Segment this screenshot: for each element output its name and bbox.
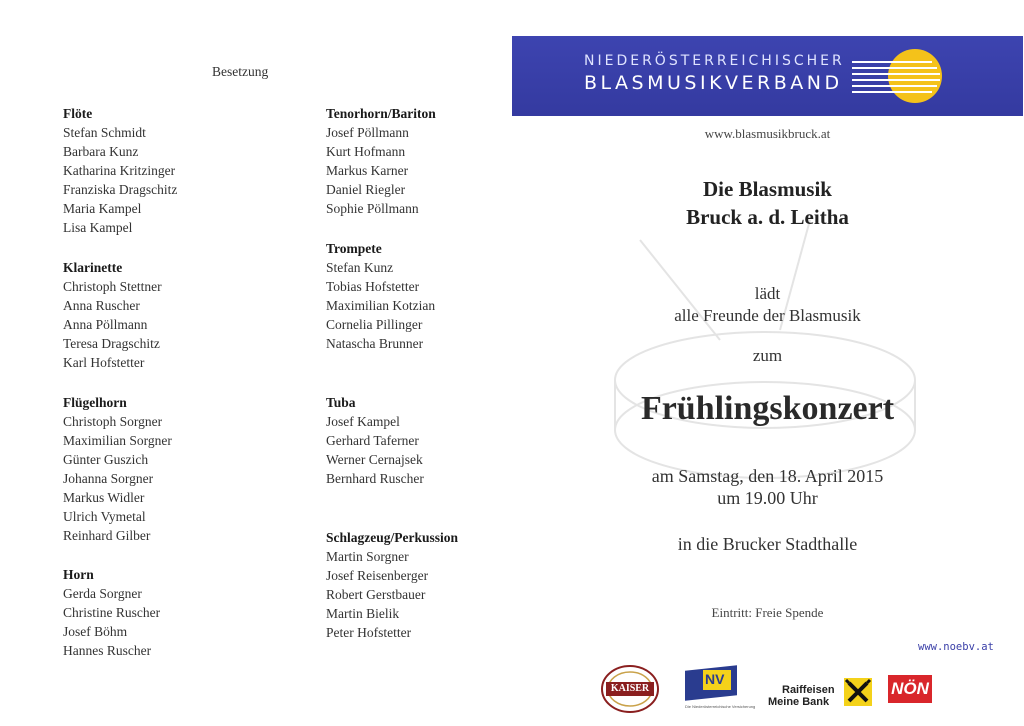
event-venue: in die Brucker Stadthalle bbox=[677, 534, 858, 554]
member-name: Josef Pöllmann bbox=[326, 125, 409, 140]
member-name: Cornelia Pillinger bbox=[326, 317, 423, 333]
member-name: Josef Reisenberger bbox=[326, 568, 429, 584]
member-name: Maximilian Sorgner bbox=[63, 432, 172, 448]
member-name: Ulrich Vymetal bbox=[63, 508, 146, 524]
banner-line1: NIEDERÖSTERREICHISCHER bbox=[584, 53, 845, 69]
section-heading: Trompete bbox=[326, 241, 382, 257]
blasmusikverband-banner bbox=[512, 36, 1023, 116]
member-name: Franziska Dragschitz bbox=[63, 182, 178, 197]
besetzung-title: Besetzung bbox=[212, 64, 269, 79]
section-heading: Klarinette bbox=[63, 260, 123, 276]
member-name: Christoph Sorgner bbox=[63, 413, 163, 429]
member-name: Teresa Dragschitz bbox=[63, 336, 160, 352]
member-name: Josef Böhm bbox=[63, 624, 128, 640]
member-name: Stefan Schmidt bbox=[63, 125, 146, 140]
section-heading: Tuba bbox=[326, 395, 356, 411]
noebv-link[interactable]: www.noebv.at bbox=[918, 641, 994, 653]
member-name: Josef Kampel bbox=[326, 414, 400, 430]
section-sections_col2-2 bbox=[326, 393, 424, 488]
invite-line3: zum bbox=[752, 346, 783, 365]
section-sections_col1-2 bbox=[63, 393, 172, 545]
giebelkreuz-icon bbox=[844, 678, 872, 706]
member-name: Stefan Kunz bbox=[326, 260, 394, 276]
member-name: Christine Ruscher bbox=[63, 605, 161, 621]
noen-logo bbox=[888, 675, 932, 703]
invite-line1: lädt bbox=[754, 284, 781, 303]
section-heading: Schlagzeug/Perkussion bbox=[326, 530, 459, 546]
member-name: Daniel Riegler bbox=[326, 182, 406, 197]
banner-line2: BLASMUSIKVERBAND bbox=[584, 72, 843, 94]
section-heading: Tenorhorn/Bariton bbox=[326, 106, 436, 121]
member-name: Gerda Sorgner bbox=[63, 586, 142, 602]
member-name: Maria Kampel bbox=[63, 201, 142, 216]
raiffeisen-text1: Raiffeisen bbox=[782, 684, 835, 696]
member-name: Reinhard Gilber bbox=[63, 527, 151, 543]
member-name: Martin Bielik bbox=[326, 606, 400, 622]
sun-stripes-logo-icon bbox=[852, 46, 952, 106]
band-name-line1: Die Blasmusik bbox=[703, 177, 832, 201]
member-name: Lisa Kampel bbox=[63, 220, 133, 235]
member-name: Christoph Stettner bbox=[63, 279, 162, 295]
section-sections_col2-0 bbox=[326, 104, 436, 218]
member-name: Karl Hofstetter bbox=[63, 355, 145, 371]
event-title: Frühlingskonzert bbox=[640, 390, 895, 427]
member-name: Hannes Ruscher bbox=[63, 643, 152, 659]
section-heading: Flügelhorn bbox=[63, 394, 127, 410]
nv-text: NV bbox=[705, 671, 725, 687]
section-heading: Horn bbox=[63, 567, 94, 583]
member-name: Gerhard Taferner bbox=[326, 433, 419, 449]
raiffeisen-text2: Meine Bank bbox=[768, 696, 830, 708]
member-name: Anna Pöllmann bbox=[63, 317, 148, 333]
member-name: Günter Guszich bbox=[63, 451, 149, 467]
member-name: Maximilian Kotzian bbox=[326, 298, 436, 314]
event-time: um 19.00 Uhr bbox=[717, 488, 818, 508]
member-name: Martin Sorgner bbox=[326, 549, 409, 565]
member-name: Markus Karner bbox=[326, 163, 409, 178]
nv-logo bbox=[685, 668, 756, 718]
member-name: Markus Widler bbox=[63, 489, 145, 505]
band-name-line2: Bruck a. d. Leitha bbox=[686, 205, 849, 229]
member-name: Kurt Hofmann bbox=[326, 144, 406, 159]
website-link[interactable]: www.blasmusikbruck.at bbox=[704, 126, 831, 141]
member-name: Robert Gerstbauer bbox=[326, 587, 426, 603]
kaiser-text: KAISER bbox=[610, 683, 650, 694]
section-sections_col2-1 bbox=[326, 239, 435, 353]
member-name: Werner Cernajsek bbox=[326, 452, 423, 468]
event-date: am Samstag, den 18. April 2015 bbox=[651, 466, 884, 486]
member-name: Bernhard Ruscher bbox=[326, 471, 424, 487]
nv-subtitle: Die Niederösterreichische Versicherung bbox=[685, 704, 756, 709]
entry-info: Eintritt: Freie Spende bbox=[711, 605, 824, 620]
member-name: Barbara Kunz bbox=[63, 144, 139, 159]
section-sections_col1-1 bbox=[63, 258, 162, 372]
member-name: Tobias Hofstetter bbox=[326, 279, 420, 295]
noen-text: NÖN bbox=[891, 679, 929, 698]
section-sections_col1-3 bbox=[63, 565, 160, 660]
member-name: Anna Ruscher bbox=[63, 298, 140, 314]
member-name: Natascha Brunner bbox=[326, 336, 424, 352]
invite-line2: alle Freunde der Blasmusik bbox=[674, 306, 861, 325]
section-heading: Flöte bbox=[63, 106, 93, 121]
member-name: Johanna Sorgner bbox=[63, 470, 154, 486]
member-name: Peter Hofstetter bbox=[326, 625, 412, 641]
section-sections_col2-3 bbox=[326, 528, 458, 642]
member-name: Katharina Kritzinger bbox=[63, 163, 176, 178]
section-sections_col1-0 bbox=[63, 104, 177, 237]
member-name: Sophie Pöllmann bbox=[326, 201, 419, 216]
kaiser-logo bbox=[600, 664, 660, 714]
raiffeisen-logo bbox=[766, 678, 876, 712]
